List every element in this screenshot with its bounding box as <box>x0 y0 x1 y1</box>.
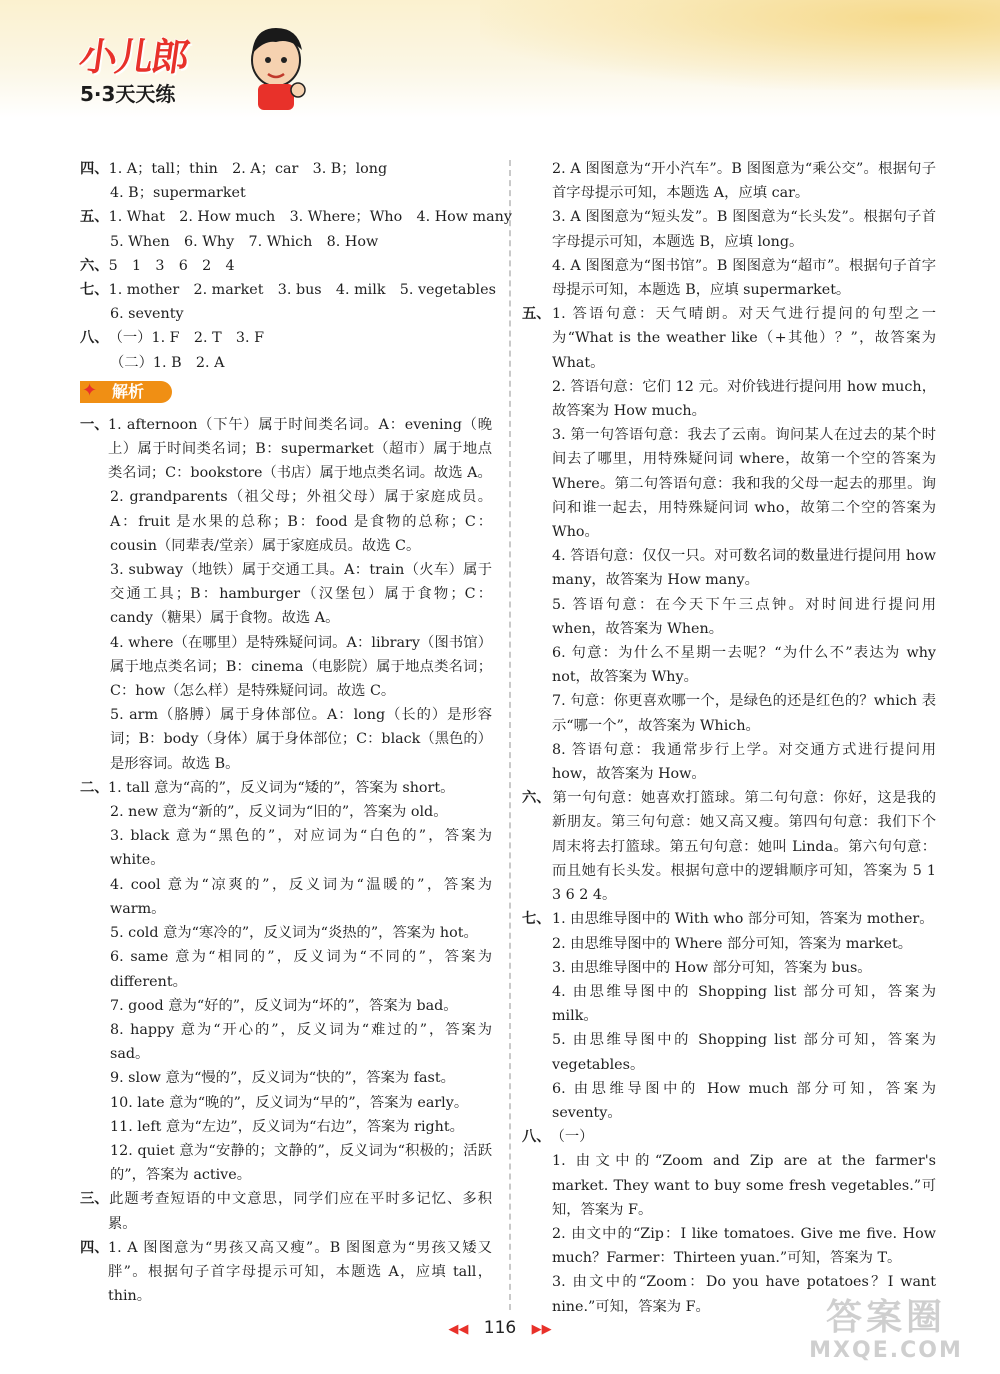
section-label: 七、 <box>80 282 109 299</box>
list-item: 3. black 意为“黑色的”，对应词为“白色的”，答案为 white。 <box>110 828 492 869</box>
section-label: 四、 <box>80 161 109 177</box>
list-item: 10. late 意为“晚的”，反义词为“早的”，答案为 early。 <box>110 1094 469 1111</box>
list-item: 3. 第一句答语句意：我去了云南。询问某人在过去的某个时间去了哪里，用特殊疑问词 where，故第一个空的答案为 Where。第二句答语句意：我和我的父母一起去的那里。询问和谁一起去，用特殊疑问词 who，故第二个空的答案为 Who。 <box>552 427 936 541</box>
right-column <box>522 157 936 1319</box>
answer-section-4: 四、1. A；tall；thin 2. A；car 3. B；long <box>80 157 492 181</box>
prev-arrows-icon: ◀◀ <box>448 1322 469 1337</box>
list-item: 2. 由思维导图中的 Where 部分可知，答案为 market。 <box>552 935 913 952</box>
analysis-section-1 <box>80 413 492 776</box>
list-item: 2. 答语句意：它们 12 元。对价钱进行提问用 how much，故答案为 How much。 <box>552 378 936 420</box>
list-item: 9. slow 意为“慢的”，反义词为“快的”，答案为 fast。 <box>110 1070 455 1087</box>
list-item: 7. 句意：你更喜欢哪一个，是绿色的还是红色的？which 表示“哪一个”，故答案为 Which。 <box>552 693 936 734</box>
analysis-section-7 <box>522 907 936 1125</box>
watermark <box>786 1296 986 1368</box>
list-item: 7. good 意为“好的”，反义词为“坏的”，答案为 bad。 <box>110 997 458 1014</box>
column-divider <box>509 160 511 1310</box>
answer-section-6: 六、5 1 3 6 2 4 <box>80 254 492 278</box>
list-item: 一、1. afternoon（下午）属于时间类名词。A：evening（晚上）属于时间类名词；B：supermarket（超市）属于地点类名词；C：bookstore（书店）属于地点类名词。故选 A。 <box>80 416 492 482</box>
list-item: 五、1. 答语句意：天气晴朗。对天气进行提问的句型之一为“What is the weather like（+其他）？”，故答案为 What。 <box>522 306 936 371</box>
list-item: 二、1. tall 意为“高的”，反义词为“矮的”，答案为 short。 <box>80 779 455 796</box>
list-item: 3. 由文中的“Zoom：Do you have potatoes？I want nine.”可知，答案为 F。 <box>552 1274 936 1315</box>
answer-section-4-line2: 4. B；supermarket <box>110 185 246 202</box>
answer-section-7-line2: 6. seventy <box>110 306 184 323</box>
answer-section-7: 七、1. mother 2. market 3. bus 4. milk 5. vegetables <box>80 278 492 302</box>
analysis-star-icon: ✦ <box>82 379 98 401</box>
logo-title: 小儿郎 <box>76 35 191 79</box>
analysis-title: 解析 <box>112 381 145 401</box>
analysis-section-3: 三、此题考查短语的中文意思，同学们应在平时多记忆、多积累。 <box>80 1191 492 1232</box>
page-number: 116 <box>483 1318 517 1338</box>
list-item: 2. new 意为“新的”，反义词为“旧的”，答案为 old。 <box>110 804 448 821</box>
list-item: 4. cool 意为“凉爽的”，反义词为“温暖的”，答案为 warm。 <box>110 876 492 917</box>
section-label: 六、 <box>80 257 109 274</box>
analysis-section-4: 四、1. A 图图意为“男孩又高又瘦”。B 图图意为“男孩又矮又胖”。根据句子首字母提示可知，本题选 A，应填 tall，thin。 <box>80 1239 492 1305</box>
watermark-line1: 答案圈 <box>825 1297 946 1338</box>
logo-subtitle: 5·3天天练 <box>80 82 176 106</box>
answer-section-5: 五、1. What 2. How much 3. Where；Who 4. How many <box>80 205 492 229</box>
list-item: 12. quiet 意为“安静的；文静的”，反义词为“积极的；活跃的”，答案为 active。 <box>110 1142 492 1184</box>
answer-section-5-line2: 5. When 6. Why 7. Which 8. How <box>110 233 379 250</box>
list-item: 八、（一） <box>522 1129 594 1146</box>
list-item: 1. 由文中的“Zoom and Zip are at the farmer's market. They want to buy some fresh vegetables.”可知，答案为 F。 <box>552 1153 936 1218</box>
list-item: 3. subway（地铁）属于交通工具。A：train（火车）属于交通工具；B：hamburger（汉堡包）属于食物；C：candy（糖果）属于食物。故选 A。 <box>110 562 492 627</box>
watermark-line2: MXQE.COM <box>809 1338 963 1363</box>
analysis-section-8 <box>522 1125 936 1319</box>
list-item: 6. 句意：为什么不星期一去呢？“为什么不”表达为 why not，故答案为 Why。 <box>552 645 936 686</box>
analysis-section-2 <box>80 776 492 1187</box>
list-item: 2. 由文中的“Zip：I like tomatoes. Give me five. How much？Farmer：Thirteen yuan.”可知，答案为 T。 <box>552 1225 936 1267</box>
analysis-heading <box>80 379 492 409</box>
list-item: 2. grandparents（祖父母；外祖父母）属于家庭成员。A：fruit 是水果的总称；B：food 是食物的总称；C：cousin（同辈表/堂亲）属于家庭成员。故选 C。 <box>110 489 492 554</box>
list-item: 11. left 意为“左边”，反义词为“右边”，答案为 right。 <box>110 1118 464 1135</box>
list-item: 3. 由思维导图中的 How 部分可知，答案为 bus。 <box>552 959 872 976</box>
list-item: 七、1. 由思维导图中的 With who 部分可知，答案为 mother。 <box>522 911 934 928</box>
list-item: 4. 答语句意：仅仅一只。对可数名词的数量进行提问用 how many，故答案为 How many。 <box>552 548 936 589</box>
list-item: 3. A 图图意为“短头发”。B 图图意为“长头发”。根据句子首字母提示可知，本题选 B，应填 long。 <box>552 209 936 250</box>
list-item: 5. arm（胳膊）属于身体部位。A：long（长的）是形容词；B：body（身体）属于身体部位；C：black（黑色的）是形容词。故选 B。 <box>110 707 492 772</box>
list-item: 8. happy 意为“开心的”，反义词为“难过的”，答案为 sad。 <box>110 1021 492 1063</box>
analysis-section-5 <box>522 302 936 786</box>
section-label: 五、 <box>80 209 109 226</box>
analysis-section-6: 六、第一句句意：她喜欢打篮球。第二句句意：你好，这是我的新朋友。第三句句意：她又高又瘦。第四句句意：我们下个周末将去打篮球。第五句句意：她叫 Linda。第六句句意：而且她有长头发。根据句意中的逻辑顺序可知，答案为 5 1 3 6 2 4。 <box>522 790 936 904</box>
list-item: 2. A 图图意为“开小汽车”。B 图图意为“乘公交”。根据句子首字母提示可知，本题选 A，应填 car。 <box>552 161 936 202</box>
answer-section-8: 八、（一）1. F 2. T 3. F <box>80 326 492 350</box>
list-item: 5. 答语句意：在今天下午三点钟。对时间进行提问用 when，故答案为 When。 <box>552 596 936 637</box>
brand-logo <box>70 20 260 116</box>
list-item: 8. 答语句意：我通常步行上学。对交通方式进行提问用 how，故答案为 How。 <box>552 741 936 783</box>
list-item: 5. 由思维导图中的 Shopping list 部分可知，答案为 vegetables。 <box>552 1032 936 1073</box>
list-item: 4. 由思维导图中的 Shopping list 部分可知，答案为 milk。 <box>552 983 936 1025</box>
next-arrows-icon: ▶▶ <box>531 1322 552 1337</box>
list-item: 4. A 图图意为“图书馆”。B 图图意为“超市”。根据句子首字母提示可知，本题选 B，应填 supermarket。 <box>552 257 936 299</box>
mascot-boy-icon <box>240 20 312 112</box>
list-item: 6. same 意为“相同的”，反义词为“不同的”，答案为 different。 <box>110 949 492 990</box>
list-item: 4. where（在哪里）是特殊疑问词。A：library（图书馆）属于地点类名词；B：cinema（电影院）属于地点类名词；C：how（怎么样）是特殊疑问词。故选 C。 <box>110 634 492 700</box>
answer-section-8-line2: （二）1. B 2. A <box>110 354 225 371</box>
left-column <box>80 157 512 1308</box>
list-item: 5. cold 意为“寒冷的”，反义词为“炎热的”，答案为 hot。 <box>110 925 478 942</box>
section-label: 八、 <box>80 330 109 347</box>
list-item: 6. 由思维导图中的 How much 部分可知，答案为 seventy。 <box>552 1080 936 1121</box>
